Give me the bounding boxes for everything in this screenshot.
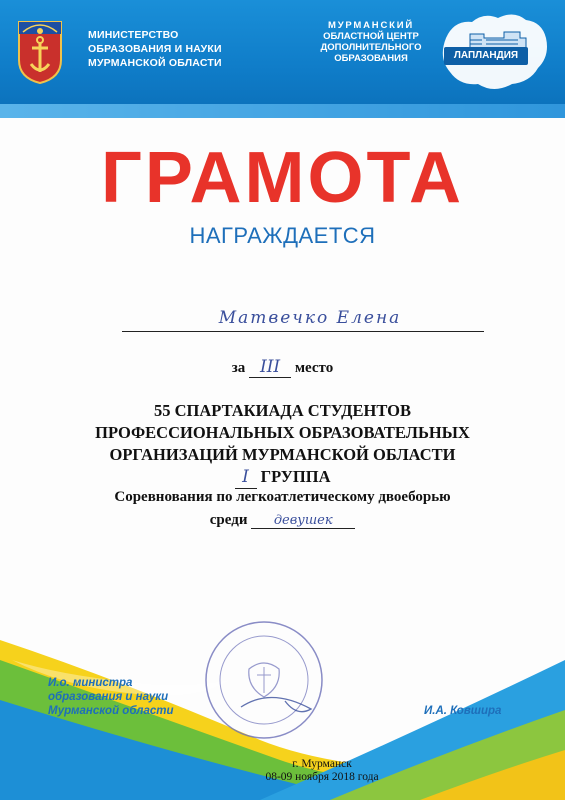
place-row: [0, 357, 565, 378]
certificate-subtitle: НАГРАЖДАЕТСЯ: [189, 223, 376, 248]
signer-title-line-2: образования и науки: [48, 691, 169, 703]
date: 08-09 ноября 2018 года: [265, 771, 379, 783]
center-line-1: МУРМАНСКИЙ: [328, 20, 414, 31]
event-line-2: ПРОФЕССИОНАЛЬНЫХ ОБРАЗОВАТЕЛЬНЫХ: [95, 423, 470, 442]
center-line-2: ОБЛАСТНОЙ ЦЕНТР: [323, 31, 419, 42]
event-line-3: ОРГАНИЗАЦИЙ МУРМАНСКОЙ ОБЛАСТИ: [109, 445, 456, 464]
header-stripe: [0, 104, 565, 118]
ministry-line-2: ОБРАЗОВАНИЯ И НАУКИ: [88, 43, 222, 55]
signer-title-line-3: Мурманской области: [48, 705, 174, 717]
center-line-4: ОБРАЗОВАНИЯ: [334, 53, 408, 64]
group-value: I: [235, 466, 257, 489]
center-line-3: ДОПОЛНИТЕЛЬНОГО: [320, 42, 422, 53]
event-title: [0, 400, 565, 489]
group-label: ГРУППА: [260, 467, 331, 486]
place-suffix: место: [294, 360, 334, 376]
signer-title: [48, 676, 174, 718]
ministry-name: [88, 28, 222, 70]
header-banner: [0, 0, 565, 118]
signer-title-line-1: И.о. министра: [48, 677, 133, 689]
event-line-1: 55 СПАРТАКИАДА СТУДЕНТОВ: [154, 401, 411, 420]
official-stamp-icon: [201, 617, 327, 743]
ministry-line-1: МИНИСТЕРСТВО: [88, 29, 179, 41]
competition-name: Соревнования по легкоатлетическому двоеборью: [114, 489, 451, 505]
recipient-name: Матвечко Елена: [218, 308, 402, 328]
city: г. Мурманск: [292, 758, 352, 770]
among-label: среди: [209, 512, 248, 528]
center-name: [312, 20, 430, 64]
ministry-line-3: МУРМАНСКОЙ ОБЛАСТИ: [88, 57, 222, 69]
certificate-title: ГРАМОТА: [101, 138, 464, 218]
laplandia-label: ЛАПЛАНДИЯ: [444, 47, 528, 65]
murmansk-coat-of-arms-icon: [17, 20, 63, 84]
recipient-line: [122, 331, 484, 332]
place-value: III: [249, 357, 291, 378]
group-row: [0, 466, 565, 489]
signer-name: И.А. Ковшира: [424, 705, 502, 717]
place-and-date: [222, 758, 422, 784]
place-prefix: за: [231, 360, 246, 376]
among-value: девушек: [251, 513, 355, 529]
among-row: [0, 512, 565, 529]
